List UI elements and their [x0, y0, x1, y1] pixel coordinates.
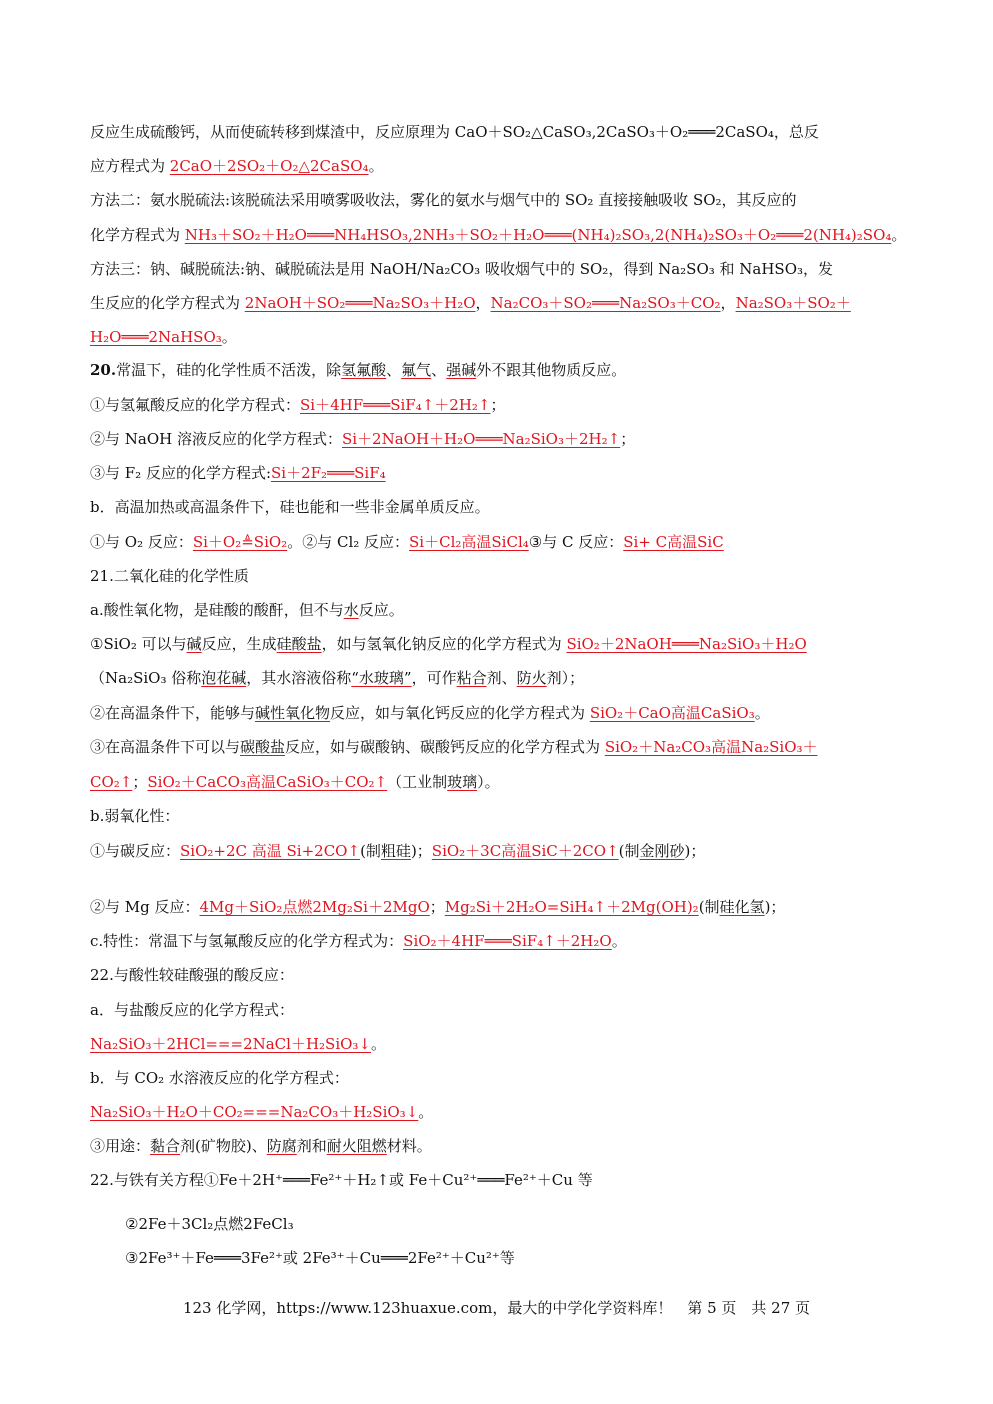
text-segment: 。	[891, 226, 907, 244]
answer-keyword: 金刚砂	[639, 842, 685, 860]
text-segment: 22.与酸性较硅酸强的酸反应：	[90, 966, 294, 984]
answer-formula: H₂O═══2NaHSO₃	[90, 328, 222, 346]
page-footer: 123 化学网，https://www.123huaxue.com，最大的中学化学资料库！ 第 5 页 共 27 页	[182, 1299, 811, 1317]
answer-formula: Na₂SiO₃＋H₂O＋CO₂===Na₂CO₃＋H₂SiO₃↓	[90, 1103, 419, 1121]
text-line	[90, 496, 905, 518]
answer-formula: Na₂SiO₃＋2HCl===2NaCl＋H₂SiO₃↓	[90, 1035, 372, 1053]
text-segment: )；	[410, 842, 432, 860]
text-segment: 反应。	[358, 601, 404, 619]
text-segment: (制	[698, 898, 720, 916]
answer-keyword: 氢氟酸	[341, 361, 387, 379]
answer-formula: SiO₂＋CaO高温CaSiO₃	[589, 704, 755, 722]
text-line	[90, 599, 905, 621]
answer-formula: Si＋O₂≜SiO₂	[192, 533, 288, 551]
answer-formula: CO₂↑	[90, 773, 133, 791]
text-line	[90, 805, 905, 827]
text-line	[90, 462, 905, 484]
answer-formula: Na₂SO₃＋SO₂＋	[735, 294, 851, 312]
text-line	[90, 702, 905, 724]
text-segment: ，	[720, 294, 736, 312]
answer-keyword: 碱性氧化物	[255, 704, 331, 722]
text-segment: 常温下，硅的化学性质不活泼，除	[116, 361, 342, 379]
answer-formula: SiO₂+2C 高温 Si+2CO↑	[180, 842, 361, 860]
text-line	[90, 565, 905, 587]
text-segment: ③2Fe³⁺＋Fe═══3Fe²⁺或 2Fe³⁺＋Cu═══2Fe²⁺＋Cu²⁺等	[125, 1249, 515, 1267]
text-segment: 、	[386, 361, 402, 379]
text-line	[90, 189, 905, 211]
text-line	[90, 326, 905, 348]
answer-keyword: 防火	[516, 669, 547, 687]
text-segment: 应方程式为	[90, 157, 170, 175]
text-line	[90, 428, 905, 450]
text-segment: ①与碳反应：	[90, 842, 181, 860]
text-segment: 20.	[90, 361, 117, 379]
text-segment: ③与 C 反应：	[528, 533, 624, 551]
text-line	[90, 930, 905, 952]
answer-formula: Si＋Cl₂高温SiCl₄	[409, 533, 529, 551]
text-segment: ；	[620, 430, 636, 448]
text-line	[90, 1033, 905, 1055]
text-line	[90, 999, 905, 1021]
text-segment: 、	[431, 361, 447, 379]
text-segment: a.酸性氧化物，是硅酸的酸酐，但不与	[90, 601, 344, 619]
text-segment: 。②与 Cl₂ 反应：	[287, 533, 410, 551]
text-segment: b．与 CO₂ 水溶液反应的化学方程式：	[90, 1069, 349, 1087]
text-segment: (制	[360, 842, 381, 860]
answer-formula: SiO₂＋Na₂CO₃高温Na₂SiO₃＋	[604, 738, 818, 756]
text-line	[90, 1101, 905, 1123]
text-segment: 反应，如与氧化钙反应的化学方程式为	[330, 704, 590, 722]
text-segment: 。	[611, 932, 627, 950]
text-segment: 反应，生成	[201, 635, 277, 653]
text-line	[90, 224, 905, 246]
text-segment: c.特性：常温下与氢氟酸反应的化学方程式为：	[90, 932, 404, 950]
answer-keyword: 碱	[186, 635, 202, 653]
text-segment: 反应生成硫酸钙，从而使硫转移到煤渣中，反应原理为 CaO＋SO₂△CaSO₃,2CaSO₃＋O₂═══2CaSO₄，总反	[90, 123, 819, 141]
text-segment: ①与氢氟酸反应的化学方程式：	[90, 396, 301, 414]
answer-keyword: 玻璃	[447, 773, 478, 791]
text-segment: b.弱氧化性：	[90, 807, 180, 825]
text-segment: )；	[684, 842, 706, 860]
text-segment: 21.二氧化硅的化学性质	[90, 567, 249, 585]
text-segment: 。	[371, 1035, 387, 1053]
text-segment: 外不跟其他物质反应。	[476, 361, 627, 379]
text-segment: 。	[754, 704, 770, 722]
text-line	[90, 292, 905, 314]
text-segment: （Na₂SiO₃ 俗称	[90, 669, 202, 687]
text-segment: 剂）；	[546, 669, 585, 687]
answer-keyword: 碳酸盐	[240, 738, 286, 756]
text-segment: （工业制	[387, 773, 448, 791]
text-line	[90, 896, 905, 918]
text-segment: 化学方程式为	[90, 226, 185, 244]
answer-formula: Na₂CO₃＋SO₂═══Na₂SO₃＋CO₂	[490, 294, 721, 312]
text-line	[90, 1067, 905, 1089]
text-segment: ）。	[477, 773, 500, 791]
answer-keyword: 粗硅	[380, 842, 411, 860]
answer-formula: NH₃＋SO₂＋H₂O═══NH₄HSO₃,2NH₃＋SO₂＋H₂O═══(NH₄)₂SO₃,2(NH₄)₂SO₃＋O₂═══2(NH₄)₂SO₄	[184, 226, 892, 244]
text-segment: ①与 O₂ 反应：	[90, 533, 193, 551]
text-line	[90, 531, 905, 553]
answer-formula: 2NaOH＋SO₂═══Na₂SO₃＋H₂O	[244, 294, 476, 312]
text-line	[90, 359, 905, 381]
text-line	[90, 964, 905, 986]
text-segment: ②与 Mg 反应：	[90, 898, 200, 916]
answer-keyword: 粘合	[456, 669, 487, 687]
answer-keyword: 强碱	[446, 361, 477, 379]
text-segment: ；	[490, 396, 506, 414]
answer-formula: SiO₂＋4HF═══SiF₄↑＋2H₂O	[403, 932, 612, 950]
text-segment: ，可作	[411, 669, 457, 687]
text-segment: ③在高温条件下可以与	[90, 738, 241, 756]
text-segment: )；	[764, 898, 786, 916]
answer-keyword: 硅化氢	[719, 898, 765, 916]
answer-keyword: 泡花碱	[201, 669, 247, 687]
answer-keyword: 防腐	[266, 1137, 297, 1155]
text-segment: b．高温加热或高温条件下，硅也能和一些非金属单质反应。	[90, 498, 490, 516]
text-line	[90, 121, 905, 143]
text-line	[90, 155, 905, 177]
text-segment: 剂、	[486, 669, 517, 687]
text-segment: ，如与氢氧化钠反应的化学方程式为	[321, 635, 567, 653]
text-segment: 剂和	[296, 1137, 327, 1155]
answer-keyword: 硅酸盐	[276, 635, 322, 653]
text-segment: 22.与铁有关方程①Fe＋2H⁺═══Fe²⁺＋H₂↑或 Fe＋Cu²⁺═══Fe²⁺＋Cu 等	[90, 1171, 593, 1189]
answer-formula: 4Mg＋SiO₂点燃2Mg₂Si＋2MgO	[199, 898, 430, 916]
text-line	[125, 1247, 940, 1269]
text-segment: ②与 NaOH 溶液反应的化学方程式：	[90, 430, 342, 448]
text-line	[125, 1213, 940, 1235]
text-segment: 。	[221, 328, 237, 346]
text-segment: 剂(矿物胶)、	[180, 1137, 267, 1155]
answer-keyword: 黏合	[150, 1137, 181, 1155]
answer-keyword: “水玻璃”	[351, 669, 412, 687]
answer-formula: Si＋4HF═══SiF₄↑＋2H₂↑	[300, 396, 491, 414]
answer-formula: Si＋2F₂═══SiF₄	[271, 464, 386, 482]
text-segment: 材料。	[386, 1137, 432, 1155]
text-segment: ，其水溶液俗称	[246, 669, 352, 687]
text-segment: ，	[475, 294, 491, 312]
text-segment: 方法三：钠、碱脱硫法:钠、碱脱硫法是用 NaOH/Na₂CO₃ 吸收烟气中的 SO₂，得到 Na₂SO₃ 和 NaHSO₃，发	[90, 260, 834, 278]
text-segment: 。	[368, 157, 384, 175]
text-segment: ；	[429, 898, 445, 916]
text-line	[90, 667, 905, 689]
answer-formula: Si+ C高温SiC	[623, 533, 724, 551]
text-line	[90, 840, 905, 862]
text-line	[90, 1135, 905, 1157]
text-line	[90, 1169, 905, 1191]
answer-formula: 2CaO＋2SO₂＋O₂△2CaSO₄	[169, 157, 369, 175]
answer-formula: SiO₂＋3C高温SiC＋2CO↑	[431, 842, 619, 860]
text-segment: 。	[418, 1103, 434, 1121]
text-segment: (制	[618, 842, 640, 860]
text-segment: ②在高温条件下，能够与	[90, 704, 256, 722]
text-segment: ③与 F₂ 反应的化学方程式:	[90, 464, 272, 482]
text-line	[90, 258, 905, 280]
text-segment: a．与盐酸反应的化学方程式：	[90, 1001, 294, 1019]
text-segment: 生反应的化学方程式为	[90, 294, 245, 312]
text-segment: 反应，如与碳酸钠、碳酸钙反应的化学方程式为	[285, 738, 605, 756]
text-line	[90, 394, 905, 416]
answer-formula: SiO₂＋CaCO₃高温CaSiO₃＋CO₂↑	[147, 773, 388, 791]
answer-formula: Si＋2NaOH＋H₂O═══Na₂SiO₃＋2H₂↑	[341, 430, 621, 448]
text-line	[90, 633, 905, 655]
answer-keyword: 水	[343, 601, 359, 619]
text-segment: ③用途：	[90, 1137, 151, 1155]
answer-formula: Mg₂Si＋2H₂O=SiH₄↑＋2Mg(OH)₂	[444, 898, 699, 916]
text-segment: ②2Fe＋3Cl₂点燃2FeCl₃	[125, 1215, 294, 1233]
text-line	[90, 771, 905, 793]
answer-formula: SiO₂＋2NaOH═══Na₂SiO₃＋H₂O	[566, 635, 807, 653]
text-segment: ；	[132, 773, 148, 791]
answer-keyword: 耐火阻燃	[326, 1137, 387, 1155]
text-line	[90, 736, 905, 758]
text-segment: 方法二：氨水脱硫法:该脱硫法采用喷雾吸收法，雾化的氨水与烟气中的 SO₂ 直接接触吸收 SO₂，其反应的	[90, 191, 797, 209]
text-segment: ①SiO₂ 可以与	[90, 635, 187, 653]
answer-keyword: 氟气	[401, 361, 432, 379]
